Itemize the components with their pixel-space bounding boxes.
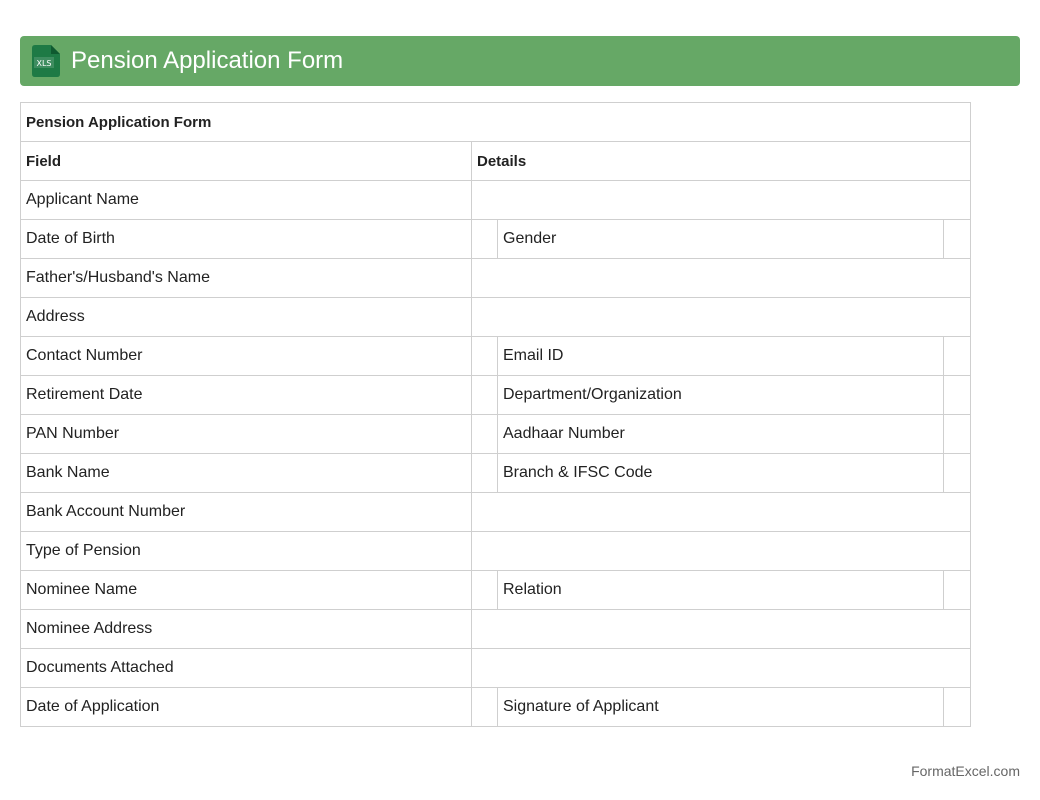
field-label: Retirement Date [21,376,472,415]
form-row [21,493,971,532]
form-row [21,259,971,298]
field-value-input[interactable] [472,415,498,454]
field-value-input[interactable] [944,415,971,454]
field-value-input[interactable] [944,337,971,376]
field-label: PAN Number [21,415,472,454]
field-label: Aadhaar Number [498,415,944,454]
form-header-row [21,142,971,181]
field-value-input[interactable] [472,454,498,493]
field-value-input[interactable] [472,298,971,337]
field-label: Documents Attached [21,649,472,688]
field-label: Department/Organization [498,376,944,415]
column-header-field: Field [21,142,472,181]
form-row [21,649,971,688]
field-label: Bank Name [21,454,472,493]
field-value-input[interactable] [472,337,498,376]
field-value-input[interactable] [472,649,971,688]
column-header-details: Details [472,142,971,181]
form-row [21,415,971,454]
field-label: Date of Birth [21,220,472,259]
form-row [21,688,971,727]
field-value-input[interactable] [944,571,971,610]
form-row [21,337,971,376]
form-row [21,454,971,493]
svg-text:XLS: XLS [36,59,52,68]
field-value-input[interactable] [472,532,971,571]
field-value-input[interactable] [472,571,498,610]
field-label: Nominee Name [21,571,472,610]
field-label: Bank Account Number [21,493,472,532]
field-label: Address [21,298,472,337]
field-value-input[interactable] [472,493,971,532]
field-value-input[interactable] [472,259,971,298]
field-value-input[interactable] [472,220,498,259]
form-caption: Pension Application Form [21,103,971,142]
title-banner [20,36,1020,86]
field-label: Branch & IFSC Code [498,454,944,493]
field-label: Applicant Name [21,181,472,220]
field-value-input[interactable] [472,610,971,649]
field-value-input[interactable] [944,376,971,415]
field-label: Contact Number [21,337,472,376]
form-row [21,571,971,610]
field-value-input[interactable] [944,454,971,493]
footer-credit: FormatExcel.com [911,763,1020,779]
form-row [21,298,971,337]
field-label: Email ID [498,337,944,376]
field-label: Nominee Address [21,610,472,649]
xls-file-icon [32,45,60,77]
form-row [21,376,971,415]
field-value-input[interactable] [472,688,498,727]
form-row [21,220,971,259]
field-value-input[interactable] [944,220,971,259]
page-title: Pension Application Form [71,47,344,74]
field-value-input[interactable] [472,376,498,415]
field-label: Date of Application [21,688,472,727]
field-value-input[interactable] [472,181,971,220]
field-label: Gender [498,220,944,259]
field-value-input[interactable] [944,688,971,727]
form-row [21,610,971,649]
pension-form-table [20,102,971,727]
field-label: Signature of Applicant [498,688,944,727]
field-label: Type of Pension [21,532,472,571]
field-label: Father's/Husband's Name [21,259,472,298]
form-caption-row [21,103,971,142]
field-label: Relation [498,571,944,610]
form-row [21,532,971,571]
form-row [21,181,971,220]
